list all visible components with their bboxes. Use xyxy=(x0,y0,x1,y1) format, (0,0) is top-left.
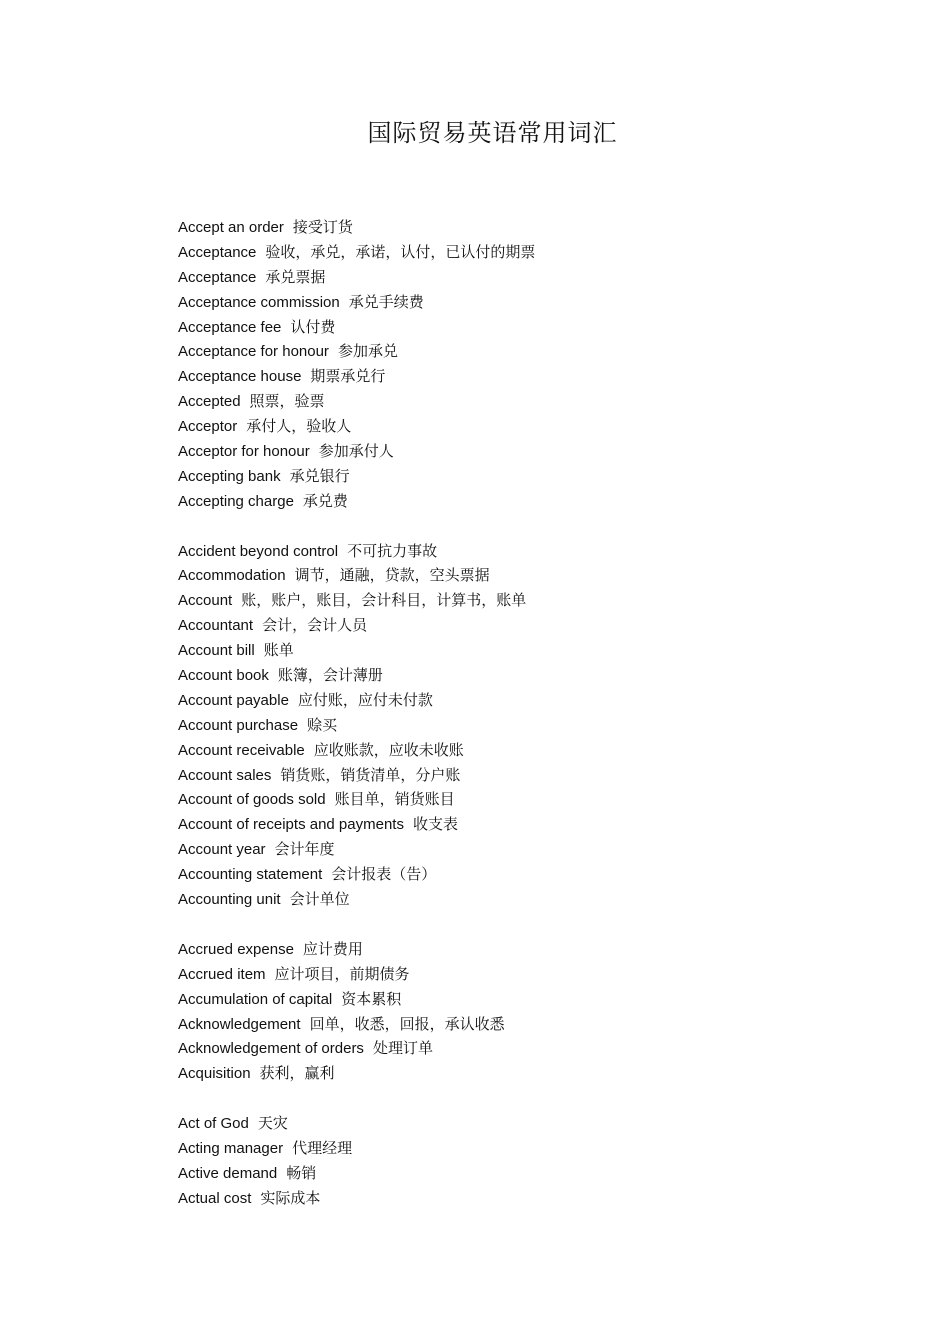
entry-term: Account payable xyxy=(178,691,289,709)
glossary-entry xyxy=(178,1161,898,1186)
glossary-entry xyxy=(178,1136,898,1161)
entry-term: Account receivable xyxy=(178,741,305,759)
entry-term: Account xyxy=(178,592,233,610)
glossary-entry xyxy=(178,763,898,788)
entry-meaning: 不可抗力事故 xyxy=(347,541,438,560)
entry-term: Accepting bank xyxy=(178,467,281,485)
entry-term: Acceptance xyxy=(178,268,257,286)
entry-meaning: 会计报表（告） xyxy=(331,865,437,884)
entry-meaning: 应计项目，前期债务 xyxy=(274,964,410,983)
entry-term: Accepted xyxy=(178,393,241,411)
entry-meaning: 收支表 xyxy=(412,815,458,834)
entry-meaning: 账，账户，账目，会计科目，计算书，账单 xyxy=(241,591,527,610)
entry-meaning: 畅销 xyxy=(286,1163,317,1182)
entry-meaning: 天灾 xyxy=(257,1114,288,1133)
glossary-entry xyxy=(178,464,898,489)
entry-term: Account of receipts and payments xyxy=(178,816,404,834)
entry-meaning: 会计年度 xyxy=(274,840,335,859)
entry-term: Acquisition xyxy=(178,1065,251,1083)
entry-meaning: 应计费用 xyxy=(302,939,363,958)
glossary-entry xyxy=(178,489,898,514)
glossary-group xyxy=(178,539,898,912)
entry-term: Acting manager xyxy=(178,1139,284,1157)
entry-term: Account sales xyxy=(178,766,272,784)
entry-term: Acceptance fee xyxy=(178,318,282,336)
glossary-entry xyxy=(178,339,898,364)
glossary-entry xyxy=(178,290,898,315)
glossary-entry xyxy=(178,315,898,340)
entry-meaning: 承兑手续费 xyxy=(348,292,424,311)
glossary-entry xyxy=(178,563,898,588)
glossary-entry xyxy=(178,613,898,638)
entry-meaning: 期票承兑行 xyxy=(310,367,386,386)
entry-term: Account of goods sold xyxy=(178,791,326,809)
glossary-entry xyxy=(178,240,898,265)
document-title: 国际贸易英语常用词汇 xyxy=(367,119,618,147)
entry-term: Active demand xyxy=(178,1164,278,1182)
glossary-entry xyxy=(178,1061,898,1086)
glossary-entry xyxy=(178,265,898,290)
entry-term: Accountant xyxy=(178,617,254,635)
entry-meaning: 会计单位 xyxy=(289,890,350,909)
entry-meaning: 获利，赢利 xyxy=(259,1064,335,1083)
glossary-entry xyxy=(178,937,898,962)
glossary-group xyxy=(178,215,898,514)
entry-term: Accounting statement xyxy=(178,866,323,884)
entry-term: Acknowledgement of orders xyxy=(178,1040,364,1058)
entry-term: Acceptance xyxy=(178,243,257,261)
glossary-entry xyxy=(178,539,898,564)
entry-meaning: 调节，通融，贷款，空头票据 xyxy=(294,566,490,585)
entry-meaning: 承付人，验收人 xyxy=(246,417,352,436)
entry-term: Accepting charge xyxy=(178,492,294,510)
glossary-entry xyxy=(178,688,898,713)
glossary-entry xyxy=(178,663,898,688)
glossary-entry xyxy=(178,787,898,812)
entry-meaning: 验收，承兑，承诺，认付，已认付的期票 xyxy=(265,242,536,261)
entry-term: Acceptance commission xyxy=(178,293,340,311)
entry-term: Account book xyxy=(178,667,269,685)
entry-meaning: 账簿，会计薄册 xyxy=(277,666,383,685)
entry-term: Accounting unit xyxy=(178,891,281,909)
entry-meaning: 处理订单 xyxy=(372,1039,433,1058)
entry-meaning: 认付费 xyxy=(290,317,336,336)
glossary-entry xyxy=(178,887,898,912)
entry-term: Accommodation xyxy=(178,567,286,585)
entry-term: Accrued expense xyxy=(178,940,294,958)
glossary-entry xyxy=(178,862,898,887)
glossary-entry xyxy=(178,414,898,439)
entry-term: Acceptance house xyxy=(178,368,302,386)
glossary-entry xyxy=(178,439,898,464)
glossary-group xyxy=(178,937,898,1086)
glossary-entry xyxy=(178,1186,898,1211)
entry-meaning: 应收账款，应收未收账 xyxy=(313,740,464,759)
entry-meaning: 销货账，销货清单，分户账 xyxy=(280,765,461,784)
glossary-entry xyxy=(178,987,898,1012)
entry-meaning: 接受订货 xyxy=(292,218,353,236)
entry-meaning: 应付账，应付未付款 xyxy=(297,690,433,709)
glossary-entry xyxy=(178,962,898,987)
entry-meaning: 承兑票据 xyxy=(265,267,326,286)
glossary-entry xyxy=(178,1111,898,1136)
entry-meaning: 赊买 xyxy=(307,715,338,734)
entry-term: Account year xyxy=(178,841,266,859)
entry-term: Acceptor xyxy=(178,418,238,436)
entry-meaning: 参加承兑 xyxy=(337,342,398,361)
entry-meaning: 实际成本 xyxy=(260,1188,321,1207)
glossary-entry xyxy=(178,215,898,240)
entry-meaning: 账目单，销货账目 xyxy=(334,790,455,809)
entry-meaning: 承兑费 xyxy=(302,491,348,510)
glossary-entry xyxy=(178,713,898,738)
glossary-entry xyxy=(178,638,898,663)
entry-term: Accumulation of capital xyxy=(178,990,333,1008)
entry-meaning: 回单，收悉，回报，承认收悉 xyxy=(309,1014,505,1033)
entry-term: Accident beyond control xyxy=(178,542,339,560)
entry-meaning: 会计，会计人员 xyxy=(262,616,368,635)
entry-meaning: 承兑银行 xyxy=(289,466,350,485)
entry-meaning: 账单 xyxy=(263,641,294,660)
entry-term: Acceptor for honour xyxy=(178,443,310,461)
entry-term: Actual cost xyxy=(178,1189,252,1207)
entry-term: Accept an order xyxy=(178,219,284,236)
entry-meaning: 资本累积 xyxy=(341,989,402,1008)
glossary-entry xyxy=(178,588,898,613)
entry-term: Account bill xyxy=(178,642,255,660)
glossary-entry xyxy=(178,1012,898,1037)
entry-meaning: 代理经理 xyxy=(292,1138,353,1157)
entry-term: Account purchase xyxy=(178,716,299,734)
entry-term: Accrued item xyxy=(178,965,266,983)
entry-meaning: 参加承付人 xyxy=(318,442,394,461)
glossary-entry xyxy=(178,364,898,389)
entry-term: Act of God xyxy=(178,1115,249,1133)
glossary-list xyxy=(178,215,898,1236)
glossary-entry xyxy=(178,389,898,414)
glossary-entry xyxy=(178,738,898,763)
entry-meaning: 照票，验票 xyxy=(249,392,325,411)
entry-term: Acceptance for honour xyxy=(178,343,329,361)
glossary-entry xyxy=(178,837,898,862)
glossary-entry xyxy=(178,1036,898,1061)
entry-term: Acknowledgement xyxy=(178,1015,301,1033)
glossary-group xyxy=(178,1111,898,1211)
glossary-entry xyxy=(178,812,898,837)
